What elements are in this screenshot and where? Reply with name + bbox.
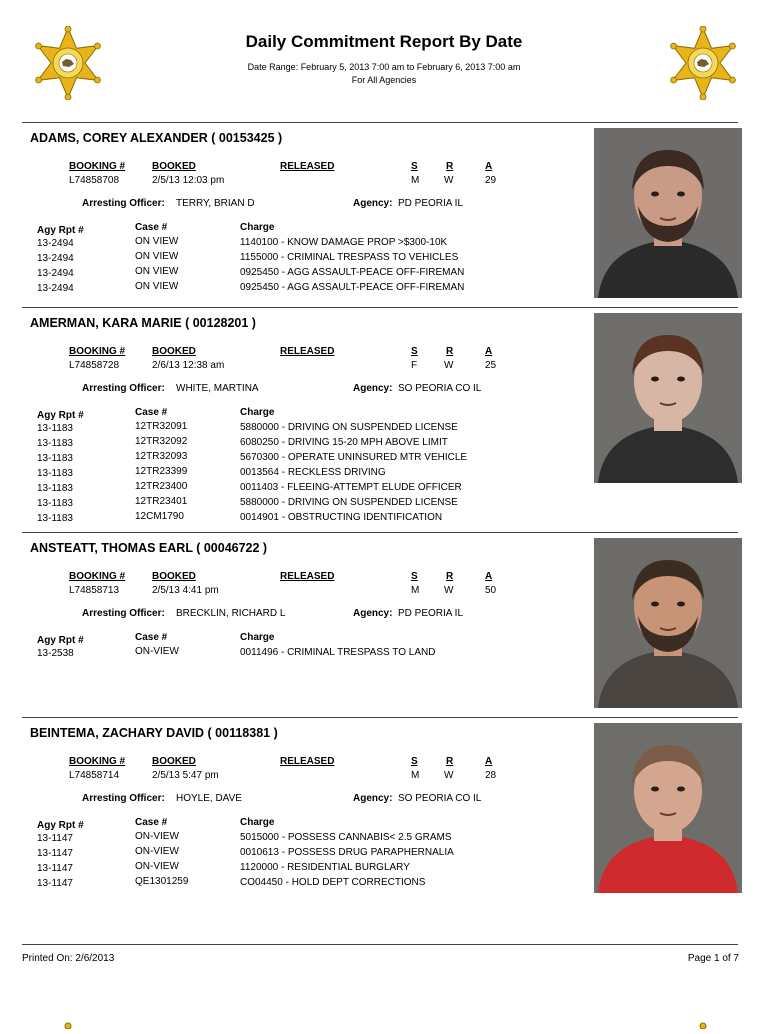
agy-rpt-cell: 13-2494	[37, 238, 74, 249]
agency-value: SO PEORIA CO IL	[398, 383, 482, 394]
charge-cell: 0925450 - AGG ASSAULT-PEACE OFF-FIREMAN	[240, 282, 465, 293]
charge-cell: 0013564 - RECKLESS DRIVING	[240, 467, 386, 478]
booking-number: L74858714	[69, 770, 120, 781]
agy-rpt-cell: 13-1183	[37, 498, 73, 509]
sex-value: M	[411, 770, 420, 781]
age-value: 25	[485, 360, 497, 371]
charge-cell: 1120000 - RESIDENTIAL BURGLARY	[240, 862, 410, 873]
case-cell: 12TR32091	[135, 421, 188, 432]
arresting-officer: HOYLE, DAVE	[176, 793, 242, 804]
agy-rpt-cell: 13-1183	[37, 423, 73, 434]
race-value: W	[444, 360, 454, 371]
race-label: R	[446, 756, 454, 767]
booked-label: BOOKED	[152, 161, 196, 172]
case-cell: 12CM1790	[135, 511, 184, 522]
section-divider	[22, 717, 738, 718]
mugshot-photo	[594, 313, 742, 483]
agy-rpt-header: Agy Rpt #	[37, 635, 84, 646]
booking-number: L74858708	[69, 175, 120, 186]
agy-rpt-cell: 13-1183	[37, 468, 73, 479]
agency-label: Agency:	[353, 793, 393, 804]
agy-rpt-header: Agy Rpt #	[37, 820, 84, 831]
age-value: 29	[485, 175, 497, 186]
age-value: 28	[485, 770, 497, 781]
agency-value: PD PEORIA IL	[398, 198, 464, 209]
booked-label: BOOKED	[152, 571, 196, 582]
booking-number-label: BOOKING #	[69, 756, 126, 767]
agy-rpt-cell: 13-1183	[37, 513, 73, 524]
inmate-name: ADAMS, COREY ALEXANDER ( 00153425 )	[30, 131, 283, 145]
case-cell: 12TR32093	[135, 451, 188, 462]
page-number: Page 1 of 7	[687, 953, 739, 964]
booked-label: BOOKED	[152, 756, 196, 767]
charge-cell: 5880000 - DRIVING ON SUSPENDED LICENSE	[240, 497, 458, 508]
agencies-filter: For All Agencies	[351, 75, 417, 85]
arresting-officer-label: Arresting Officer:	[82, 608, 165, 619]
sex-label: S	[411, 346, 418, 357]
charge-cell: CO04450 - HOLD DEPT CORRECTIONS	[240, 877, 426, 888]
case-cell: ON VIEW	[135, 251, 179, 262]
released-label: RELEASED	[280, 346, 335, 357]
agy-rpt-cell: 13-1183	[37, 438, 73, 449]
section-divider	[22, 532, 738, 533]
case-cell: ON VIEW	[135, 236, 179, 247]
arresting-officer-label: Arresting Officer:	[82, 793, 165, 804]
agy-rpt-cell: 13-2494	[37, 268, 74, 279]
agy-rpt-cell: 13-1183	[37, 483, 73, 494]
charge-header: Charge	[240, 632, 275, 643]
charge-cell: 1140100 - KNOW DAMAGE PROP >$300-10K	[240, 237, 448, 248]
agy-rpt-cell: 13-2494	[37, 283, 74, 294]
section-divider	[22, 307, 738, 308]
agency-value: SO PEORIA CO IL	[398, 793, 482, 804]
case-header: Case #	[135, 817, 168, 828]
charge-cell: 5015000 - POSSESS CANNABIS< 2.5 GRAMS	[240, 832, 452, 843]
charge-header: Charge	[240, 222, 275, 233]
charge-cell: 0010613 - POSSESS DRUG PARAPHERNALIA	[240, 847, 454, 858]
inmate-name: BEINTEMA, ZACHARY DAVID ( 00118381 )	[30, 726, 278, 740]
case-cell: 12TR23400	[135, 481, 188, 492]
case-cell: ON-VIEW	[135, 831, 179, 842]
inmate-name: ANSTEATT, THOMAS EARL ( 00046722 )	[30, 541, 268, 555]
agy-rpt-header: Agy Rpt #	[37, 225, 84, 236]
case-cell: 12TR23399	[135, 466, 188, 477]
agy-rpt-cell: 13-1183	[37, 453, 73, 464]
agy-rpt-cell: 13-1147	[37, 848, 73, 859]
charge-cell: 0011403 - FLEEING-ATTEMPT ELUDE OFFICER	[240, 482, 462, 493]
booked-datetime: 2/5/13 5:47 pm	[152, 770, 219, 781]
star-tip-icon	[63, 1016, 73, 1024]
age-label: A	[485, 571, 493, 582]
case-cell: ON VIEW	[135, 266, 179, 277]
charge-header: Charge	[240, 407, 275, 418]
race-label: R	[446, 571, 454, 582]
charge-cell: 0925450 - AGG ASSAULT-PEACE OFF-FIREMAN	[240, 267, 465, 278]
booked-datetime: 2/5/13 4:41 pm	[152, 585, 219, 596]
footer-divider	[22, 944, 738, 945]
charge-cell: 0014901 - OBSTRUCTING IDENTIFICATION	[240, 512, 443, 523]
charge-cell: 5880000 - DRIVING ON SUSPENDED LICENSE	[240, 422, 458, 433]
page-title: Daily Commitment Report By Date	[245, 32, 523, 51]
booking-number-label: BOOKING #	[69, 346, 126, 357]
race-value: W	[444, 770, 454, 781]
booking-number-label: BOOKING #	[69, 571, 126, 582]
booked-datetime: 2/5/13 12:03 pm	[152, 175, 225, 186]
arresting-officer-label: Arresting Officer:	[82, 198, 165, 209]
mugshot-photo	[594, 723, 742, 893]
date-range: Date Range: February 5, 2013 7:00 am to February 6, 2013 7:00 am	[247, 62, 521, 72]
sex-label: S	[411, 161, 418, 172]
case-header: Case #	[135, 222, 168, 233]
charge-cell: 0011496 - CRIMINAL TRESPASS TO LAND	[240, 647, 436, 658]
released-label: RELEASED	[280, 756, 335, 767]
sex-label: S	[411, 756, 418, 767]
case-cell: ON-VIEW	[135, 846, 179, 857]
booking-number: L74858713	[69, 585, 120, 596]
arresting-officer: WHITE, MARTINA	[176, 383, 259, 394]
charge-cell: 1155000 - CRIMINAL TRESPASS TO VEHICLES	[240, 252, 459, 263]
age-label: A	[485, 346, 493, 357]
charge-header: Charge	[240, 817, 275, 828]
mugshot-photo	[594, 128, 742, 298]
released-label: RELEASED	[280, 571, 335, 582]
arresting-officer: TERRY, BRIAN D	[176, 198, 255, 209]
age-label: A	[485, 756, 493, 767]
booked-label: BOOKED	[152, 346, 196, 357]
agency-label: Agency:	[353, 198, 393, 209]
race-label: R	[446, 161, 454, 172]
case-cell: QE1301259	[135, 876, 189, 887]
case-cell: 12TR23401	[135, 496, 188, 507]
arresting-officer: BRECKLIN, RICHARD L	[176, 608, 286, 619]
race-value: W	[444, 585, 454, 596]
charge-cell: 6080250 - DRIVING 15-20 MPH ABOVE LIMIT	[240, 437, 448, 448]
case-cell: ON-VIEW	[135, 861, 179, 872]
booking-number: L74858728	[69, 360, 120, 371]
charge-cell: 5670300 - OPERATE UNINSURED MTR VEHICLE	[240, 452, 468, 463]
sex-value: M	[411, 585, 420, 596]
booking-number-label: BOOKING #	[69, 161, 126, 172]
agy-rpt-cell: 13-2494	[37, 253, 74, 264]
case-header: Case #	[135, 632, 168, 643]
agency-label: Agency:	[353, 608, 393, 619]
agy-rpt-cell: 13-1147	[37, 863, 73, 874]
sex-label: S	[411, 571, 418, 582]
booked-datetime: 2/6/13 12:38 am	[152, 360, 225, 371]
agency-value: PD PEORIA IL	[398, 608, 464, 619]
agy-rpt-cell: 13-2538	[37, 648, 74, 659]
case-cell: 12TR32092	[135, 436, 188, 447]
age-label: A	[485, 161, 493, 172]
agy-rpt-header: Agy Rpt #	[37, 410, 84, 421]
case-cell: ON VIEW	[135, 281, 179, 292]
sex-value: F	[411, 360, 418, 371]
agy-rpt-cell: 13-1147	[37, 833, 73, 844]
mugshot-photo	[594, 538, 742, 708]
case-cell: ON-VIEW	[135, 646, 179, 657]
case-header: Case #	[135, 407, 168, 418]
agy-rpt-cell: 13-1147	[37, 878, 73, 889]
arresting-officer-label: Arresting Officer:	[82, 383, 165, 394]
sex-value: M	[411, 175, 420, 186]
race-label: R	[446, 346, 454, 357]
released-label: RELEASED	[280, 161, 335, 172]
race-value: W	[444, 175, 454, 186]
inmate-name: AMERMAN, KARA MARIE ( 00128201 )	[30, 316, 256, 330]
age-value: 50	[485, 585, 497, 596]
section-divider	[22, 122, 738, 123]
agency-label: Agency:	[353, 383, 393, 394]
printed-on: Printed On: 2/6/2013	[22, 953, 115, 964]
star-tip-icon	[698, 1016, 708, 1024]
